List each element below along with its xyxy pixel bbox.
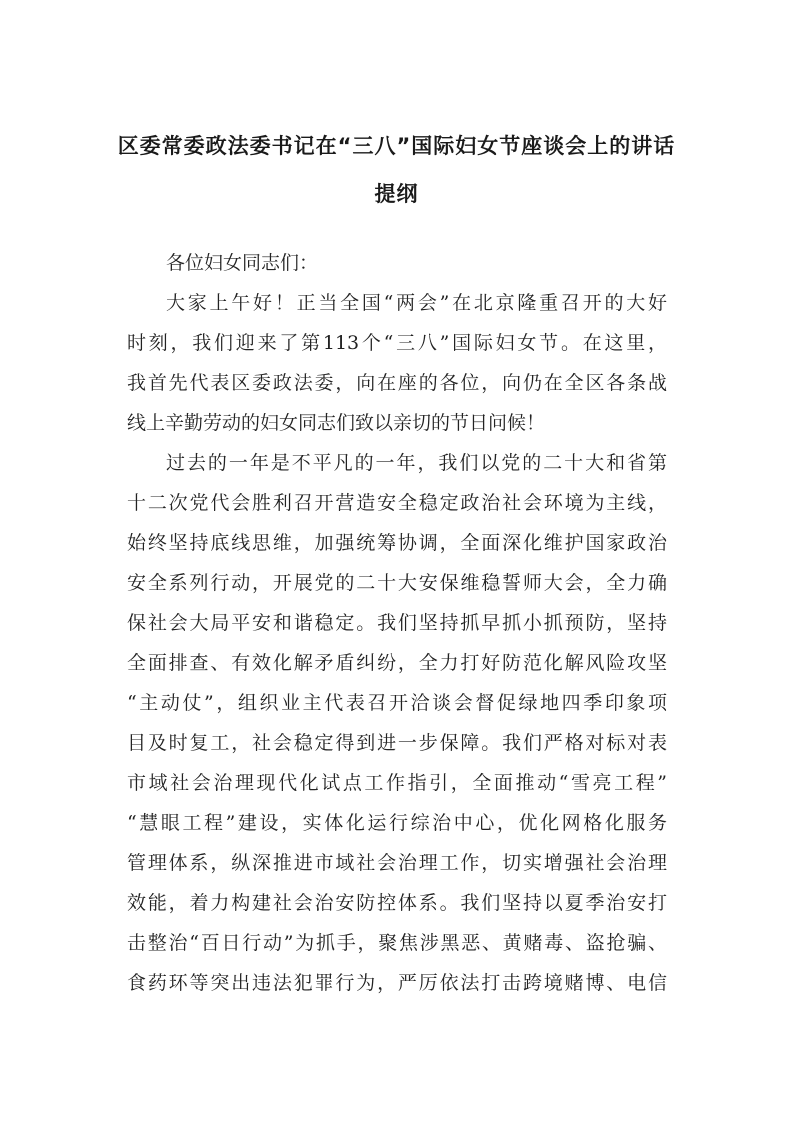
- text-line: “主动仗”，组织业主代表召开洽谈会督促绿地四季印象项: [127, 692, 667, 714]
- text-line: 管理体系，纵深推进市域社会治理工作，切实增强社会治理: [127, 852, 667, 874]
- document-title-line-2: 提纲: [374, 182, 419, 206]
- text-line: 十二次党代会胜利召开营造安全稳定政治社会环境为主线，: [127, 492, 667, 514]
- text-line: 效能，着力构建社会治安防控体系。我们坚持以夏季治安打: [127, 892, 667, 914]
- text-line: 我首先代表区委政法委，向在座的各位，向仍在全区各条战: [127, 372, 667, 394]
- text-line: 安全系列行动，开展党的二十大安保维稳誓师大会，全力确: [127, 572, 667, 594]
- text-line: 线上辛勤劳动的妇女同志们致以亲切的节日问候！: [127, 412, 546, 434]
- text-line: 全面排查、有效化解矛盾纠纷，全力打好防范化解风险攻坚: [127, 652, 667, 674]
- text-line: 大家上午好！正当全国“两会”在北京隆重召开的大好: [166, 292, 667, 314]
- text-line: 始终坚持底线思维，加强统筹协调，全面深化维护国家政治: [127, 532, 667, 554]
- text-line: 保社会大局平安和谐稳定。我们坚持抓早抓小抓预防，坚持: [127, 612, 667, 634]
- text-line: 食药环等突出违法犯罪行为，严厉依法打击跨境赌博、电信: [127, 972, 667, 994]
- text-line: 市域社会治理现代化试点工作指引，全面推动“雪亮工程”: [127, 772, 667, 794]
- text-line: 时刻，我们迎来了第113个“三八”国际妇女节。在这里，: [127, 332, 667, 354]
- text-line: “慧眼工程”建设，实体化运行综治中心，优化网格化服务: [127, 812, 667, 834]
- salutation: 各位妇女同志们：: [166, 252, 319, 274]
- text-line: 目及时复工，社会稳定得到进一步保障。我们严格对标对表: [127, 732, 667, 754]
- document-title-line-1: 区委常委政法委书记在“三八”国际妇女节座谈会上的讲话: [117, 134, 676, 158]
- text-line: 击整治“百日行动”为抓手，聚焦涉黑恶、黄赌毒、盗抢骗、: [127, 932, 667, 954]
- text-line: 过去的一年是不平凡的一年，我们以党的二十大和省第: [166, 452, 667, 474]
